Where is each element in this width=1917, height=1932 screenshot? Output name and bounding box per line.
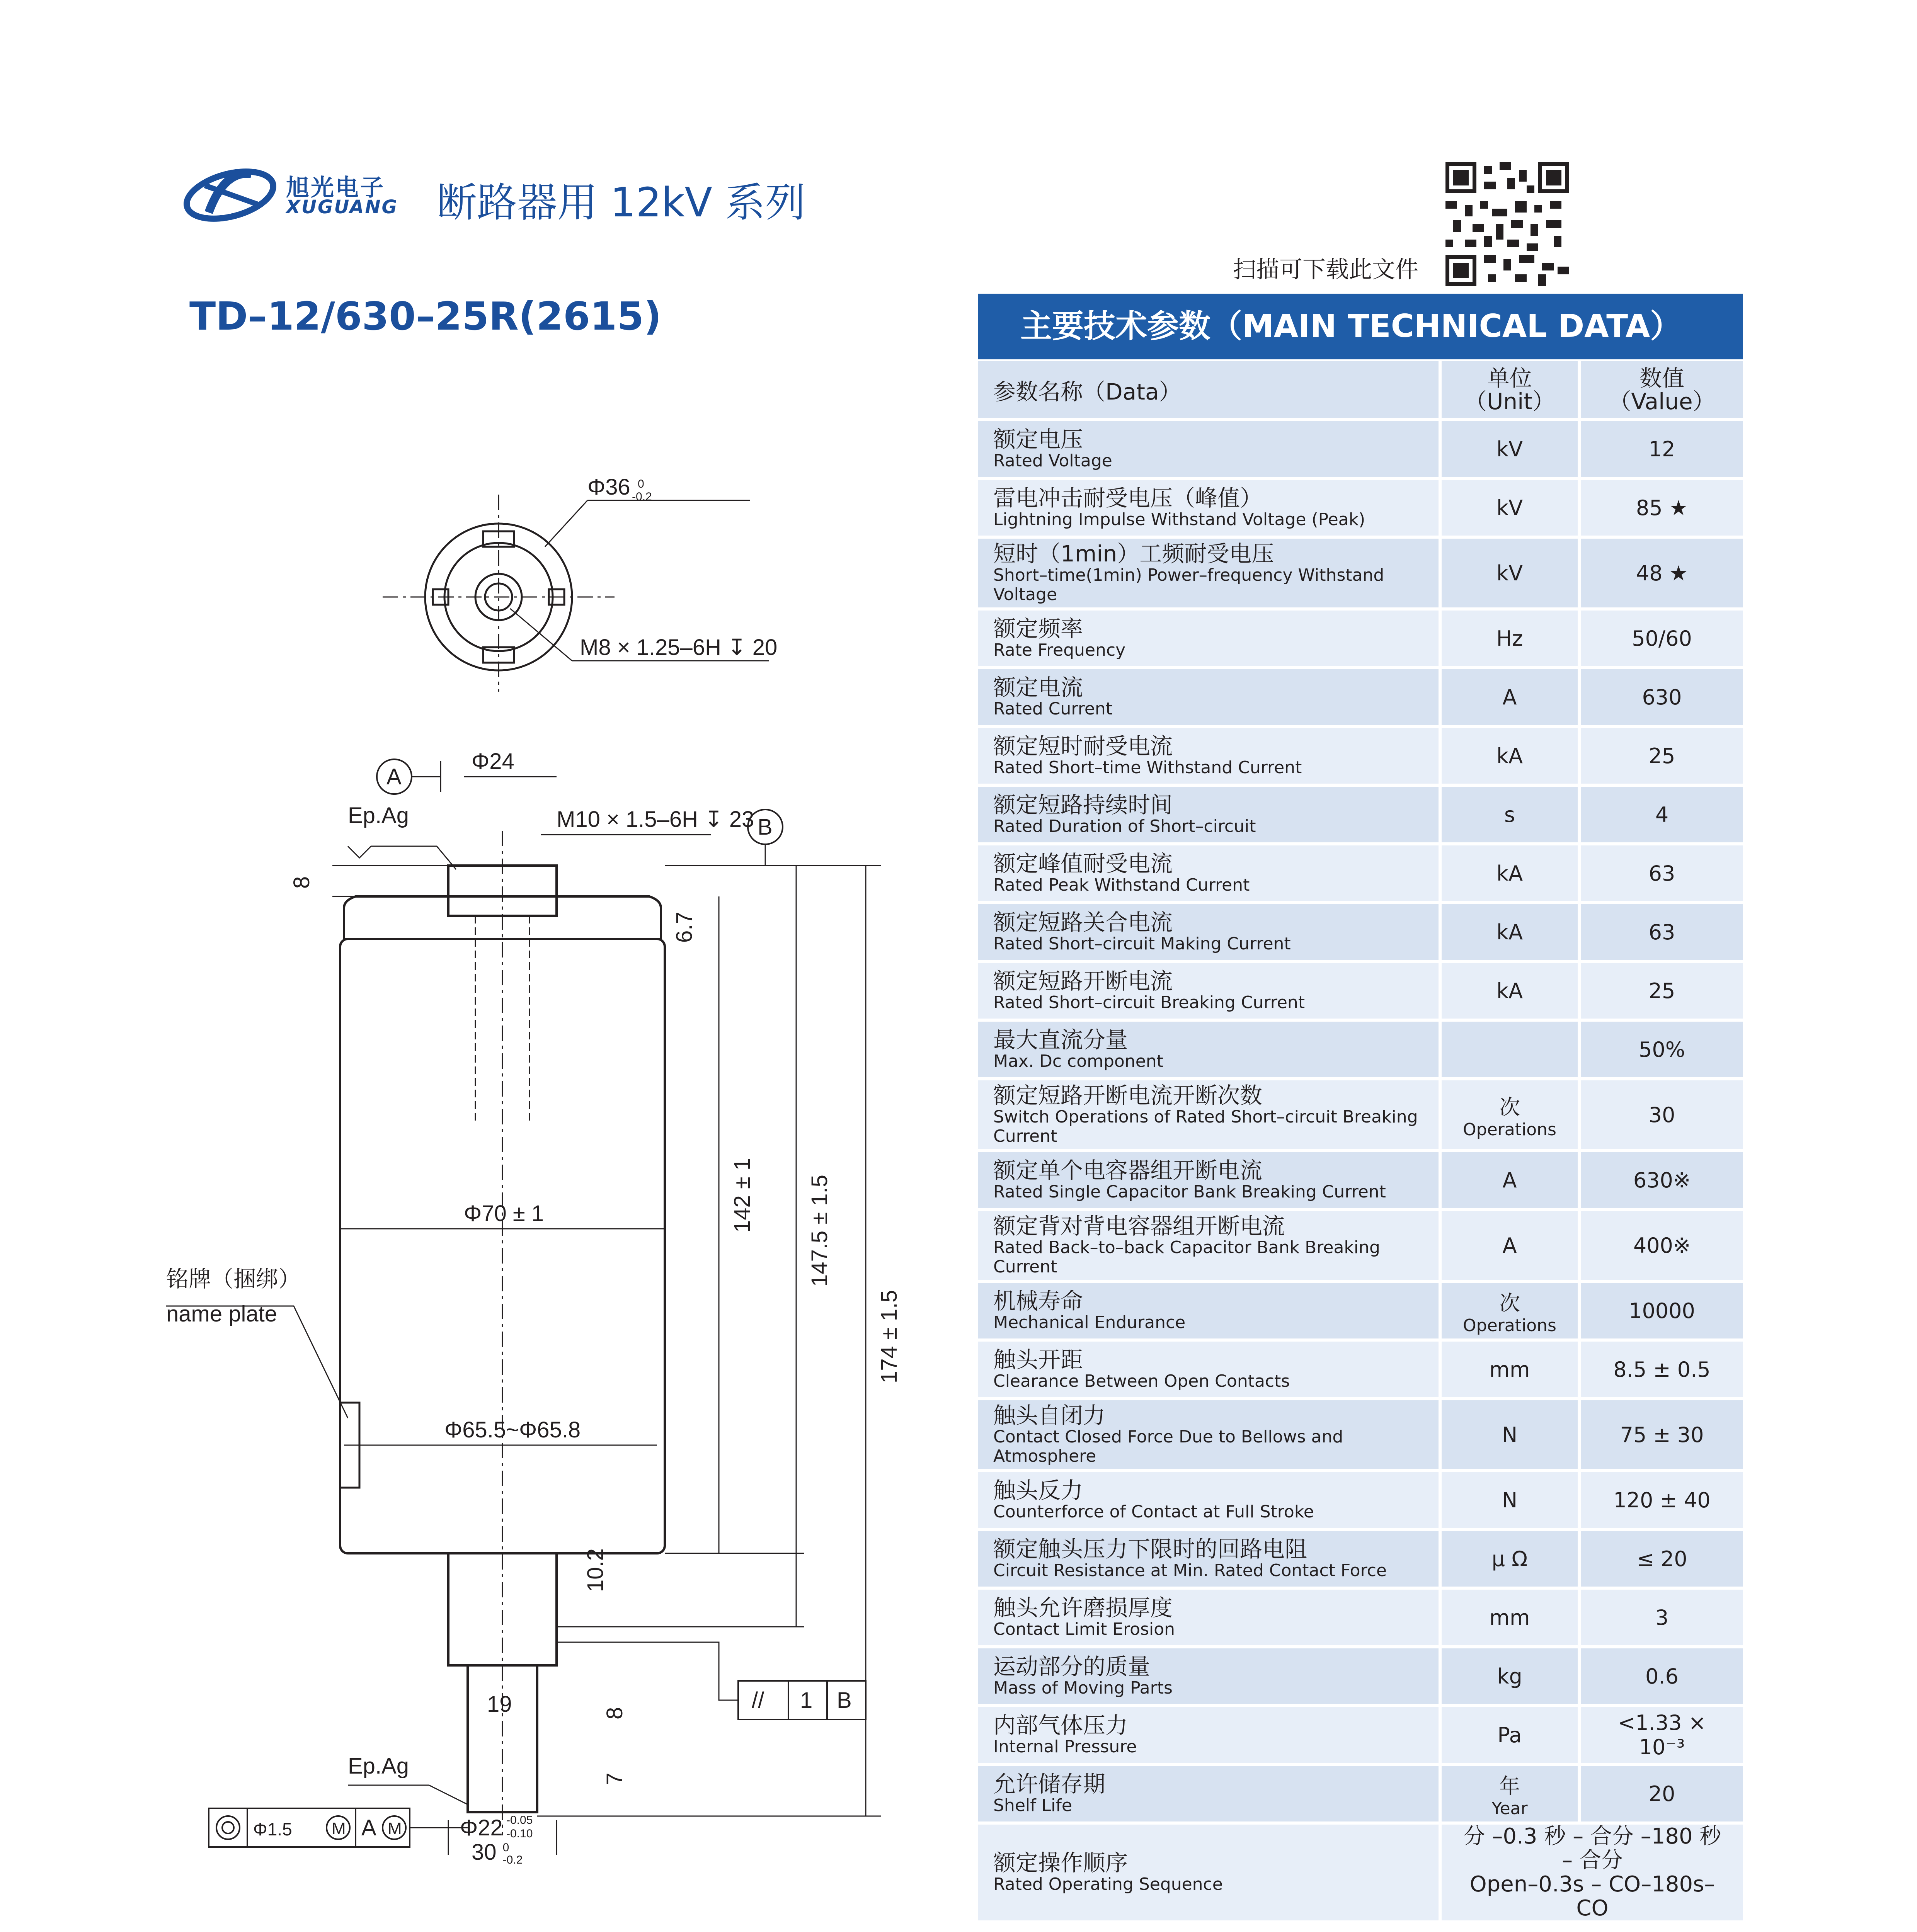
param-cn: 额定短路开断电流开断次数: [993, 1082, 1263, 1109]
unit-text: s: [1504, 802, 1515, 827]
param-cell: [978, 1590, 1442, 1648]
param-en: Mass of Moving Parts: [993, 1678, 1173, 1698]
unit-sub: Operations: [1463, 1119, 1556, 1139]
value-cell: 48 ★: [1581, 539, 1743, 611]
unit-cell: [1442, 1531, 1581, 1590]
table-row: [978, 611, 1743, 669]
value-cell: 3: [1581, 1590, 1743, 1648]
unit-cell: [1442, 1211, 1581, 1283]
coaxiality-icon: [216, 1816, 240, 1839]
dim30-value: 30: [472, 1840, 497, 1865]
param-en: Shelf Life: [993, 1796, 1072, 1815]
brand-name-cn: 旭光电子: [286, 174, 385, 201]
param-cn: 最大直流分量: [993, 1027, 1128, 1053]
ep-ag-bot-label: Ep.Ag: [348, 1753, 409, 1779]
table-row: [978, 1472, 1743, 1531]
param-cn: 额定峰值耐受电流: [993, 850, 1173, 877]
value-cell: 20: [1581, 1766, 1743, 1825]
param-cell: [978, 1283, 1442, 1342]
header-value-cn: 数值: [1639, 365, 1684, 391]
table-row: [978, 669, 1743, 728]
value-cell: 30: [1581, 1080, 1743, 1152]
value-cell: 63: [1581, 904, 1743, 963]
param-cn: 触头开距: [993, 1347, 1083, 1373]
value-cell: 8.5 ± 0.5: [1581, 1342, 1743, 1400]
dim174-label: 174 ± 1.5: [877, 1290, 902, 1383]
table-row: [978, 1211, 1743, 1283]
param-cell: [978, 1531, 1442, 1590]
unit-cell: [1442, 421, 1581, 480]
unit-text: kV: [1496, 495, 1523, 520]
param-cell: [978, 1400, 1442, 1472]
unit-cell: [1442, 787, 1581, 845]
param-en: Contact Limit Erosion: [993, 1619, 1175, 1639]
param-en: Max. Dc component: [993, 1051, 1163, 1071]
value-cell: 25: [1581, 728, 1743, 787]
param-en: Mechanical Endurance: [993, 1313, 1186, 1332]
unit-cell: [1442, 1080, 1581, 1152]
param-cn: 雷电冲击耐受电压（峰值）: [993, 485, 1263, 511]
main-table-header: [978, 361, 1743, 421]
qr-code: [1445, 162, 1569, 286]
sequence-value: [1442, 1825, 1743, 1923]
value-cell: 10000: [1581, 1283, 1743, 1342]
param-cn: 额定短时耐受电流: [993, 733, 1173, 759]
value-cell: 50%: [1581, 1022, 1743, 1080]
unit-cell: [1442, 480, 1581, 539]
model-title: TD–12/630–25R(2615): [189, 294, 662, 339]
param-en: Rated Current: [993, 699, 1113, 719]
dia22-label: Φ22: [460, 1815, 503, 1840]
param-cn: 短时（1min）工频耐受电压: [993, 541, 1274, 567]
header-value: [1581, 361, 1743, 421]
technical-drawing: [147, 444, 951, 1855]
param-cell: [978, 787, 1442, 845]
unit-text: 年: [1499, 1774, 1520, 1798]
table-row: [978, 1400, 1743, 1472]
param-en: Internal Pressure: [993, 1737, 1137, 1757]
dim19-label: 19: [487, 1692, 512, 1717]
unit-text: 次: [1499, 1095, 1520, 1119]
thread-top-label: M8 × 1.25–6H ↧ 20: [580, 635, 778, 660]
qr-caption: 扫描可下载此文件: [1233, 256, 1418, 283]
unit-cell: [1442, 1472, 1581, 1531]
param-cn: 额定短路持续时间: [993, 792, 1173, 818]
param-en: Rated Voltage: [993, 451, 1112, 471]
param-cn: 额定触头压力下限时的回路电阻: [993, 1536, 1308, 1562]
unit-cell: [1442, 1342, 1581, 1400]
parallel-value: 1: [800, 1688, 813, 1713]
param-en: Rated Peak Withstand Current: [993, 875, 1250, 895]
unit-cell: [1442, 963, 1581, 1022]
unit-text: N: [1502, 1488, 1518, 1512]
table-row: [978, 421, 1743, 480]
param-cell: [978, 1342, 1442, 1400]
unit-cell: [1442, 1766, 1581, 1825]
table-row-operating-sequence: [978, 1825, 1743, 1923]
main-data-table: [978, 361, 1743, 1923]
nameplate-en-label: name plate: [166, 1301, 277, 1327]
param-cell: [978, 1766, 1442, 1825]
param-en: Rated Short–circuit Breaking Current: [993, 993, 1305, 1012]
dim67-label: 6.7: [672, 912, 697, 943]
param-cell: [978, 1211, 1442, 1283]
param-cn: 额定频率: [993, 616, 1083, 642]
unit-text: μ Ω: [1491, 1546, 1528, 1571]
param-cn: 触头自闭力: [993, 1402, 1106, 1429]
nameplate-cn-label: 铭牌（捆绑）: [166, 1266, 301, 1292]
dim30-label: [472, 1839, 523, 1866]
value-cell: ≤ 20: [1581, 1531, 1743, 1590]
unit-text: Pa: [1497, 1723, 1522, 1747]
dim102-label: 10.2: [583, 1548, 608, 1592]
param-cell: [978, 963, 1442, 1022]
coax-value: Φ1.5: [253, 1819, 292, 1839]
dia70-label: Φ70 ± 1: [464, 1201, 544, 1226]
header-unit-en: （Unit）: [1464, 388, 1555, 415]
param-cn: 允许储存期: [993, 1771, 1106, 1797]
dia655-label: Φ65.5~Φ65.8: [444, 1417, 581, 1442]
table-row: [978, 1283, 1743, 1342]
param-en: Rated Short–circuit Making Current: [993, 934, 1291, 954]
thread-m10-label: M10 × 1.5–6H ↧ 23: [557, 807, 754, 832]
value-cell: 400※: [1581, 1211, 1743, 1283]
param-cn: 运动部分的质量: [993, 1653, 1151, 1680]
param-cell: [978, 1825, 1442, 1923]
main-table-title: 主要技术参数（MAIN TECHNICAL DATA）: [978, 294, 1743, 359]
unit-text: A: [1502, 1233, 1517, 1258]
table-row: [978, 1342, 1743, 1400]
coax-a: A: [361, 1815, 376, 1840]
value-cell: 120 ± 40: [1581, 1472, 1743, 1531]
header-unit-cn: 单位: [1487, 365, 1532, 391]
unit-text: kA: [1496, 861, 1523, 886]
param-cn: 内部气体压力: [993, 1712, 1128, 1738]
param-en: Rated Short–time Withstand Current: [993, 758, 1302, 777]
unit-text: kA: [1496, 743, 1523, 768]
table-row: [978, 787, 1743, 845]
sequence-cn: 分 –0.3 秒 – 合分 –180 秒 – 合分: [1463, 1825, 1721, 1873]
table-row: [978, 1080, 1743, 1152]
value-cell: 50/60: [1581, 611, 1743, 669]
param-cn: 触头允许磨损厚度: [993, 1595, 1173, 1621]
unit-cell: [1442, 728, 1581, 787]
dia24-label: Φ24: [472, 749, 514, 774]
param-cell: [978, 1152, 1442, 1211]
unit-text: kA: [1496, 978, 1523, 1003]
unit-text: mm: [1489, 1605, 1530, 1630]
param-cell: [978, 480, 1442, 539]
unit-cell: [1442, 1022, 1581, 1080]
unit-cell: [1442, 845, 1581, 904]
param-en: Circuit Resistance at Min. Rated Contact Force: [993, 1561, 1387, 1580]
top-dia-tol-up: 0: [638, 478, 644, 490]
header-unit: [1442, 361, 1581, 421]
qr-code-icon: [1445, 162, 1569, 286]
param-en: Short–time(1min) Power–frequency Withstand Voltage: [993, 565, 1384, 604]
param-cell: [978, 728, 1442, 787]
param-en: Switch Operations of Rated Short–circuit Breaking Current: [993, 1107, 1418, 1146]
value-cell: 630: [1581, 669, 1743, 728]
dia22-tol-up: -0.05: [506, 1814, 533, 1827]
value-cell: 12: [1581, 421, 1743, 480]
dim142-label: 142 ± 1: [730, 1158, 755, 1233]
unit-cell: [1442, 1152, 1581, 1211]
datum-a-label: A: [386, 764, 402, 789]
series-title: 断路器用 12kV 系列: [437, 179, 805, 226]
value-cell: 63: [1581, 845, 1743, 904]
unit-cell: [1442, 1400, 1581, 1472]
unit-text: 次: [1499, 1291, 1520, 1315]
param-cell: [978, 845, 1442, 904]
param-en: Rated Duration of Short–circuit: [993, 816, 1256, 836]
dim1475-label: 147.5 ± 1.5: [807, 1175, 832, 1287]
param-en: Rated Back–to–back Capacitor Bank Breaking Current: [993, 1238, 1380, 1277]
table-row: [978, 539, 1743, 611]
param-cell: [978, 539, 1442, 611]
value-cell: 25: [1581, 963, 1743, 1022]
top-dia-label: Φ36: [587, 474, 630, 500]
param-cn: 额定短路关合电流: [993, 909, 1173, 935]
dim8-top: 8: [289, 876, 314, 889]
table-row: [978, 1022, 1743, 1080]
value-cell: 75 ± 30: [1581, 1400, 1743, 1472]
table-row: [978, 1648, 1743, 1707]
param-cn: 额定操作顺序: [993, 1850, 1128, 1876]
param-cell: [978, 1022, 1442, 1080]
param-cn: 机械寿命: [993, 1288, 1083, 1314]
value-cell: 0.6: [1581, 1648, 1743, 1707]
param-cell: [978, 904, 1442, 963]
param-en: Lightning Impulse Withstand Voltage (Peak): [993, 510, 1365, 529]
header-param: 参数名称（Data）: [978, 361, 1442, 421]
unit-cell: [1442, 1648, 1581, 1707]
param-cell: [978, 611, 1442, 669]
unit-cell: [1442, 1590, 1581, 1648]
brand-logo: [182, 162, 278, 228]
unit-text: A: [1502, 1168, 1517, 1192]
param-cn: 额定背对背电容器组开断电流: [993, 1213, 1285, 1239]
table-row: [978, 1707, 1743, 1766]
unit-cell: [1442, 904, 1581, 963]
param-cn: 额定短路开断电流: [993, 968, 1173, 994]
logo-icon: [182, 162, 278, 228]
top-dia-tol-dn: -0.2: [632, 490, 652, 503]
unit-sub: Operations: [1463, 1315, 1556, 1335]
param-cell: [978, 1648, 1442, 1707]
brand-name-en: XUGUANG: [286, 196, 398, 218]
param-en: Rated Single Capacitor Bank Breaking Current: [993, 1182, 1386, 1202]
table-row: [978, 728, 1743, 787]
param-cell: [978, 1707, 1442, 1766]
unit-cell: [1442, 1707, 1581, 1766]
unit-sub: Year: [1491, 1798, 1528, 1818]
datum-b-label: B: [758, 815, 773, 840]
param-en: Contact Closed Force Due to Bellows and Atmosphere: [993, 1427, 1343, 1466]
value-cell: 630※: [1581, 1152, 1743, 1211]
unit-text: kV: [1496, 561, 1523, 585]
unit-cell: [1442, 669, 1581, 728]
dia22-tol-dn: -0.10: [506, 1827, 533, 1840]
unit-cell: [1442, 1283, 1581, 1342]
param-en: Counterforce of Contact at Full Stroke: [993, 1502, 1314, 1522]
parallel-ref: B: [837, 1688, 852, 1713]
table-row: [978, 904, 1743, 963]
unit-text: Hz: [1496, 626, 1523, 651]
param-cn: 额定电流: [993, 674, 1083, 701]
param-cn: 额定电压: [993, 426, 1083, 452]
param-en: Rate Frequency: [993, 640, 1126, 660]
parallel-symbol: //: [752, 1688, 764, 1713]
ep-ag-top-label: Ep.Ag: [348, 803, 409, 828]
dim30-tol-up: 0: [502, 1841, 509, 1854]
table-row: [978, 1531, 1743, 1590]
param-en: Clearance Between Open Contacts: [993, 1371, 1290, 1391]
unit-text: kV: [1496, 437, 1523, 461]
unit-text: kA: [1496, 920, 1523, 944]
dim30-tol-dn: -0.2: [502, 1853, 523, 1866]
value-cell: <1.33 × 10⁻³: [1581, 1707, 1743, 1766]
unit-cell: [1442, 539, 1581, 611]
unit-text: mm: [1489, 1357, 1530, 1382]
param-cell: [978, 669, 1442, 728]
sequence-en: Open–0.3s – CO–180s–CO: [1469, 1872, 1715, 1921]
param-cell: [978, 1472, 1442, 1531]
unit-text: A: [1502, 685, 1517, 709]
coax-m1: M: [332, 1819, 346, 1838]
table-row: [978, 480, 1743, 539]
param-cn: 额定单个电容器组开断电流: [993, 1157, 1263, 1184]
param-cell: [978, 1080, 1442, 1152]
unit-cell: [1442, 611, 1581, 669]
param-cn: 触头反力: [993, 1477, 1083, 1503]
table-row: [978, 1766, 1743, 1825]
value-cell: 85 ★: [1581, 480, 1743, 539]
table-row: [978, 1590, 1743, 1648]
table-row: [978, 1152, 1743, 1211]
value-cell: 4: [1581, 787, 1743, 845]
table-row: [978, 845, 1743, 904]
dim7-label: 7: [602, 1772, 627, 1785]
coax-m2: M: [388, 1819, 402, 1838]
header-value-en: （Value）: [1609, 388, 1715, 415]
unit-text: kg: [1497, 1664, 1522, 1689]
param-en: Rated Operating Sequence: [993, 1874, 1223, 1894]
unit-text: N: [1502, 1422, 1518, 1447]
dim8-bot: 8: [602, 1707, 627, 1719]
param-cell: [978, 421, 1442, 480]
table-row: [978, 963, 1743, 1022]
